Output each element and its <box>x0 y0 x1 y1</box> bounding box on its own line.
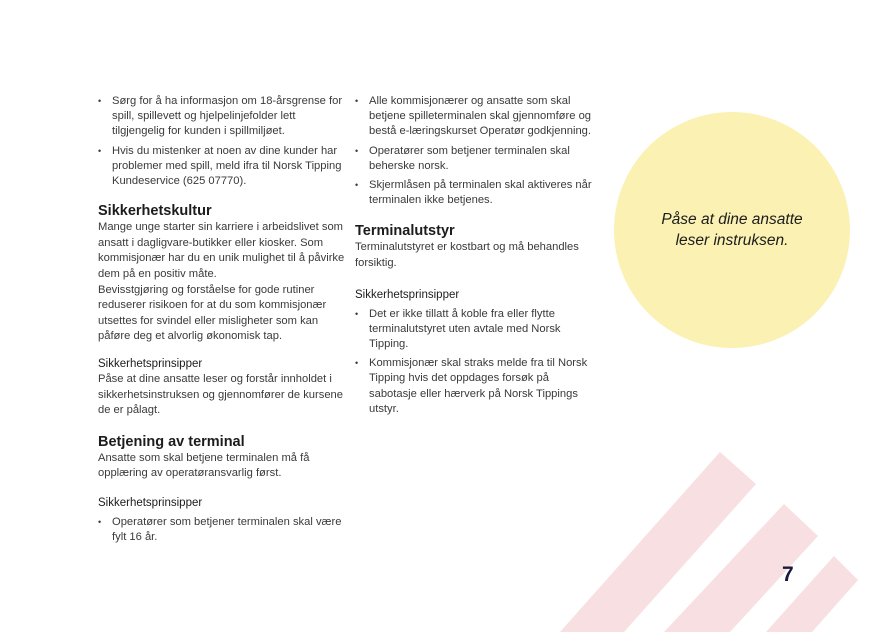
intro-bullet-list <box>98 94 346 189</box>
section-heading-terminal-operation: Betjening av terminal <box>98 433 245 450</box>
left-column <box>98 94 346 549</box>
body-paragraph: Mange unge starter sin karriere i arbeidslivet som ansatt i dagligvare-butikker eller kiosker. Som kommisjonær har du en unik mulighet til å påvirke dem på en positiv måte. <box>98 221 345 280</box>
subheading-security-principles: Sikkerhetsprinsipper <box>98 496 203 509</box>
page-number: 7 <box>782 563 794 586</box>
list-item: • Operatører som betjener terminalen skal være fylt 16 år. <box>98 515 346 545</box>
list-item: • Alle kommisjonærer og ansatte som skal betjene spilleterminalen skal gjennomføre og bestå e-læringskurset Operatør godkjenning. <box>355 94 597 140</box>
list-item: • Operatører som betjener terminalen skal beherske norsk. <box>355 144 597 174</box>
callout-text: Påse at dine ansatte leser instruksen. <box>661 211 803 249</box>
list-item: • Det er ikke tillatt å koble fra eller flytte terminalutstyret uten avtale med Norsk Tipping. <box>355 307 597 353</box>
list-item: • Hvis du mistenker at noen av dine kunder har problemer med spill, meld ifra til Norsk Tipping Kundeservice (625 07770). <box>98 144 346 190</box>
section-heading-terminal-equipment: Terminalutstyr <box>355 223 455 240</box>
body-paragraph: Ansatte som skal betjene terminalen må få opplæring av operatøransvarlig først. <box>98 451 310 480</box>
list-item: • Skjermlåsen på terminalen skal aktiveres når terminalen ikke betjenes. <box>355 178 597 208</box>
body-paragraph: Bevisstgjøring og forståelse for gode rutiner reduserer risikoen for at du som kommisjonær utsettes for svindel eller misligheter som kan påføre deg et alvorlig økonomisk tap. <box>98 283 327 343</box>
section-heading-security-culture: Sikkerhetskultur <box>98 203 212 220</box>
list-item: • Sørg for å ha informasjon om 18-årsgrense for spill, spillevett og hjelpelinjefolder lett tilgjengelig for kunden i spillmiljøet. <box>98 94 346 140</box>
middle-column <box>355 94 597 421</box>
body-paragraph: Terminalutstyret er kostbart og må behandles forsiktig. <box>355 241 579 270</box>
subheading-security-principles: Sikkerhetsprinsipper <box>98 357 203 370</box>
terminal-equipment-bullet-list <box>355 307 597 417</box>
terminal-operation-bullet-list <box>98 515 346 545</box>
subheading-security-principles: Sikkerhetsprinsipper <box>355 288 460 301</box>
list-item: • Kommisjonær skal straks melde fra til Norsk Tipping hvis det oppdages forsøk på sabotasje eller hærverk på Norsk Tippings utstyr. <box>355 356 597 417</box>
callout-circle <box>614 112 850 348</box>
top-bullet-list <box>355 94 597 208</box>
body-paragraph: Påse at dine ansatte leser og forstår innholdet i sikkerhetsinstruksen og gjennomfører de kursene de er pålagt. <box>98 372 343 417</box>
